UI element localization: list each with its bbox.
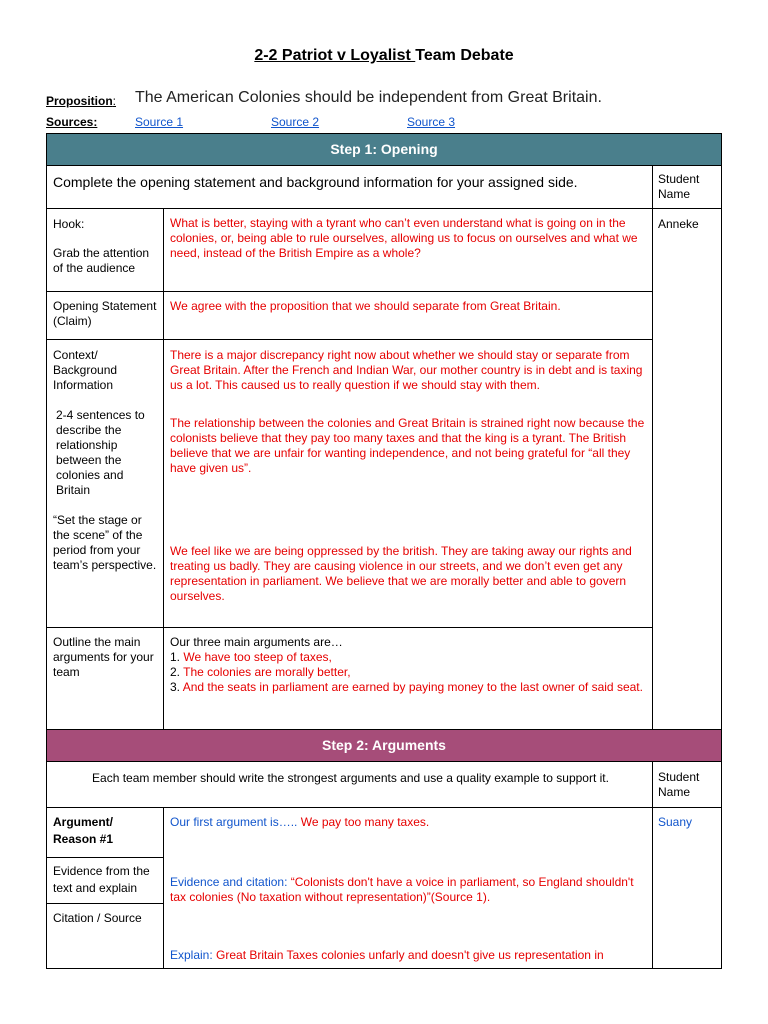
outline-item-3: 3. And the seats in parliament are earned by paying money to the last owner of said seat. [170, 680, 643, 694]
step2-header: Step 2: Arguments [47, 730, 721, 761]
proposition-text: The American Colonies should be independent from Great Britain. [135, 89, 602, 106]
context-sublabel-1: 2-4 sentences to describe the relationship between the colonies and Britain [56, 408, 145, 497]
step1-student-name-header: Student Name [658, 172, 700, 201]
outline-intro: Our three main arguments are… [170, 635, 343, 649]
outline-answer[interactable] [170, 635, 646, 695]
step2-student-name-header: Student Name [658, 770, 700, 799]
step1-instruction: Complete the opening statement and background information for your assigned side. [53, 174, 578, 190]
outline-item-2: 2. The colonies are morally better, [170, 665, 351, 679]
source-1-link[interactable]: Source 1 [135, 115, 184, 129]
context-label-cell [53, 348, 159, 573]
context-paragraph-2: The relationship between the colonies and Great Britain is strained right now because the colonists believe that they pay too many taxes and that the king is a tyrant. The British believe that we are unfair for wanting independence, and not being grateful for “all they have given us”. [170, 416, 645, 475]
evidence-label: Evidence from the text and explain [53, 864, 150, 895]
source-3-link[interactable]: Source 3 [407, 115, 456, 129]
sources-label: Sources: [46, 115, 98, 129]
context-label: Context/ Background Information [53, 348, 118, 392]
hook-answer[interactable]: What is better, staying with a tyrant who can’t even understand what is going on in the colonies, or, being able to rule ourselves, allowing us to focus on ourselves and what we need, instead of the British Empire as a whole? [170, 216, 638, 260]
context-paragraph-3: We feel like we are being oppressed by the british. They are taking away our rights and treating us badly. They are causing violence in our streets, and we don’t even get any representation in parliament. We believe that we are morally better and able to govern ourselves. [170, 544, 632, 603]
step1-student-name[interactable]: Anneke [658, 217, 699, 231]
debate-table [46, 133, 722, 969]
step1-header: Step 1: Opening [47, 134, 721, 165]
context-answer[interactable] [170, 348, 648, 604]
title-underlined: 2-2 Patriot v Loyalist [254, 47, 416, 64]
explain-answer[interactable]: Explain: Great Britain Taxes colonies unfarly and doesn't give us representation in [170, 948, 604, 962]
outline-item-1: 1. We have too steep of taxes, [170, 650, 332, 664]
opening-label: Opening Statement (Claim) [53, 299, 157, 328]
proposition-label: Proposition: [46, 94, 117, 108]
argument-label: Argument/ Reason #1 [53, 815, 114, 846]
context-paragraph-1: There is a major discrepancy right now about whether we should stay or separate from Great Britain. After the French and Indian War, our mother country is in debt and is taxing us a lot. This caused us to really question if we should stay with them. [170, 348, 643, 392]
source-2-link[interactable]: Source 2 [271, 115, 320, 129]
outline-label: Outline the main arguments for your team [53, 635, 154, 679]
context-sublabel-2: “Set the stage or the scene” of the period from your team’s perspective. [53, 513, 157, 572]
hook-label-cell [53, 217, 159, 276]
step2-student-name[interactable]: Suany [658, 815, 693, 829]
citation-label: Citation / Source [53, 911, 142, 925]
hook-label: Hook: [53, 217, 85, 231]
title-rest: Team Debate [415, 47, 514, 64]
argument-answer[interactable]: Our first argument is….. We pay too many taxes. [170, 815, 430, 829]
step2-instruction: Each team member should write the strongest arguments and use a quality example to support it. [92, 771, 609, 785]
hook-sublabel: Grab the attention of the audience [53, 246, 150, 275]
opening-answer[interactable]: We agree with the proposition that we should separate from Great Britain. [170, 299, 561, 313]
document-title [0, 47, 768, 65]
evidence-answer[interactable]: Evidence and citation: “Colonists don't have a voice in parliament, so England shouldn't tax colonies (No taxation without representation)”(Source 1). [170, 875, 634, 904]
